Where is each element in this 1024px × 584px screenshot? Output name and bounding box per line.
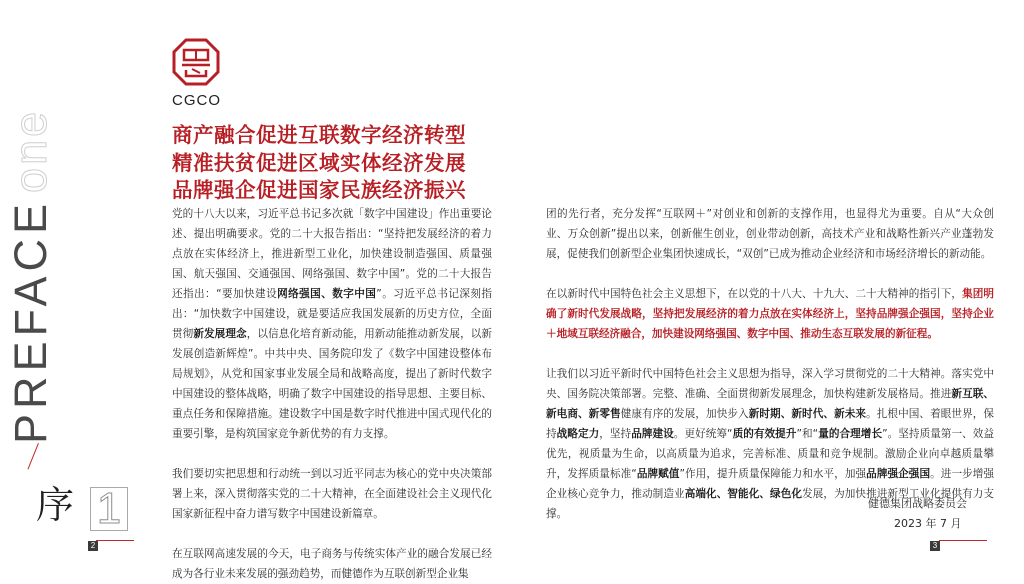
p1-bold-2: 新发展理念 [193,328,247,340]
p1-bold-1: 网络强国、数字中国 [277,288,377,300]
p1-seg-3: ，以信息化培育新动能，用新动能推动新发展，以新发展创造新辉煌”。中共中央、国务院印发了《数字中国建设整体布局规划》，从党和国家事业发展全局和战略高度，提出了新时代数字中国建设的整体战略，明确了数字中国建设的指导思想、主要目标、重点任务和保障措施。建设数字中国是数字时代推进中国式现代化的重要引擎，是构筑国家竞争新优势的有力支撑。 [172,328,493,440]
text-column-right [546,204,994,524]
p6-bold: 战略定力 [556,428,600,440]
p6-bold: 质的有效提升 [732,428,797,440]
heading-line-3: 品牌强企促进国家民族经济振兴 [172,178,466,202]
p6-seg: ”和“ [796,428,819,440]
p6-bold: 量的合理增长 [818,428,883,440]
paragraph-3: 在互联网高速发展的今天，电子商务与传统实体产业的融合发展已经成为各行业未来发展的强劲趋势，而健德作为互联创新型企业集 [172,548,492,580]
p6-seg: ”作用，提升质量保障能力和水平，加强 [679,468,867,480]
heading-line-1: 商产融合促进互联数字经济转型 [172,123,466,147]
paragraph-5 [546,284,994,344]
p6-bold: 品牌建设 [631,428,674,440]
page-number-right: 3 [930,541,940,551]
p5-normal: 在以新时代中国特色社会主义思想下，在以党的十八大、十九大、二十大精神的指引下， [546,288,963,300]
paragraph-2: 我们要切实把思想和行动统一到以习近平同志为核心的党中央决策部署上来，深入贯彻落实党的二十大精神，在全面建设社会主义现代化国家新征程中奋力谱写数字中国建设新篇章。 [172,468,492,520]
right-footer-rule [939,540,987,541]
cgco-logo-icon [172,38,220,86]
p1-seg-2: ”。习近平总书记深刻指出：“加快数字中国建设，就是要适应我国发展新的历史方位，全面贯彻 [172,288,492,340]
p6-seg: 。扎根中国、着眼世界，保持 [546,408,995,440]
p6-bold: 品牌赋值 [636,468,680,480]
paragraph-4: 团的先行者，充分发挥“互联网＋”对创业和创新的支撑作用，也显得尤为重要。自从“大众创业、万众创新”提出以来，创新催生创业，创业带动创新，高技术产业和战略性新兴产业蓬勃发展，促使我们创新型企业集团快速成长，“双创”已成为推动企业经济和市场经济增长的新动能。 [546,208,994,260]
text-column-left [172,204,492,584]
left-footer-rule [96,540,134,541]
p6-seg: 健康有序的发展，加快步入 [620,408,749,420]
p6-seg: ”。坚持质量第一、效益优先，视质量为生命，以高质量为追求，完善标准、质量和竞争规制。激励企业向卓越质量攀升，发挥质量标准“ [546,428,995,480]
p6-seg: 让我们以习近平新时代中国特色社会主义思想为指导，深入学习贯彻党的二十大精神。落实党中央、国务院决策部署。完整、准确、全面贯彻新发展理念，加快构建新发展格局。推进 [546,368,994,400]
p6-bold: 品牌强企强国 [866,468,931,480]
section-number-box: 1 [90,487,128,531]
vertical-word-one: one [5,108,56,193]
red-slash-divider [28,443,39,469]
p5-highlight: 集团明确了新时代发展战略，坚持把发展经济的着力点放在实体经济上，坚持品牌强企强国，坚持企业＋地域互联经济融合，加快建设网络强国、数字中国、推动生态互联发展的新征程。 [546,288,995,340]
signature-organization: 健德集团战略委员会 [868,497,967,510]
p1-seg-1: 党的十八大以来，习近平总书记多次就「数字中国建设」作出重要论述、提出明确要求。党的二十大报告指出：“坚持把发展经济的着力点放在实体经济上，推进新型工业化，加快建设制造强国、质量强国、航天强国、交通强国、网络强国、数字中国”。党的二十大报告还指出：“要加快建设 [172,208,492,300]
section-char: 序 [36,483,75,527]
p6-seg: ，坚持 [599,428,632,440]
p6-seg: 。进一步增强企业核心竞争力，推动制造业 [546,468,995,500]
p6-seg: 发展，为加快推进新型工业化提供有力支撑。 [546,488,995,520]
paragraph-1 [172,204,492,444]
p6-bold: 新互联、新电商、新零售 [546,388,995,420]
heading-line-2: 精准扶贫促进区域实体经济发展 [172,150,466,175]
page-heading [172,122,512,205]
vertical-word-preface: PREFACE [5,198,56,444]
logo-wordmark: CGCO [172,92,221,109]
signature-date: 2023 年 7 月 [894,517,962,530]
p6-seg: 。更好统筹“ [673,428,733,440]
p6-bold: 高端化、智能化、绿色化 [684,488,803,500]
page-number-left: 2 [88,541,98,551]
p6-bold: 新时期、新时代、新未来 [748,408,867,420]
